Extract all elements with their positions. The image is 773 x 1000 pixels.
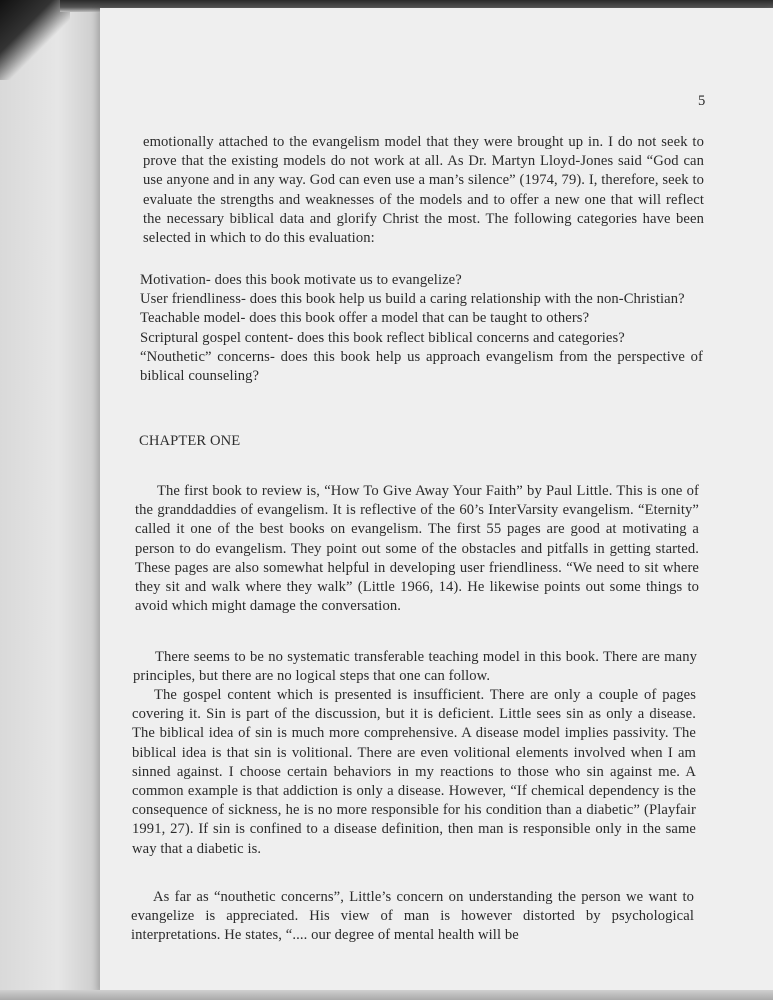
category-nouthetic-concerns: “Nouthetic” concerns- does this book help us approach evangelism from the perspective of biblical counseling? (140, 348, 703, 385)
category-user-friendliness: User friendliness- does this book help us build a caring relationship with the non-Christian? (140, 291, 685, 308)
chapter-heading: CHAPTER ONE (139, 433, 241, 449)
paragraph-nouthetic-concerns: As far as “nouthetic concerns”, Little’s concern on understanding the person we want to evangelize is appreciated. His view of man is however distorted by psychological interpretations. He states, “.... our degree of mental health will be (131, 889, 694, 944)
scan-dark-corner (0, 0, 70, 80)
paragraph-gospel-content: The gospel content which is presented is insufficient. There are only a couple of pages covering it. Sin is part of the discussion, but it is deficient. Little sees sin as only a disease. The biblical idea of sin is much more comprehensive. A disease model implies passivity. The biblical idea is that sin is volitional. There are even volitional elements involved when I am sinned against. I choose certain behaviors in my reactions to those who sin against me. A common example is that addiction is only a disease. However, “If chemical dependency is the consequence of sickness, he is no more responsible for his condition than a diabetic” (Playfair 1991, 27). If sin is confined to a disease definition, then man is responsible only in the same way that a diabetic is. (132, 687, 696, 857)
category-teachable-model: Teachable model- does this book offer a model that can be taught to others? (140, 310, 590, 327)
category-list (140, 271, 703, 386)
category-motivation: Motivation- does this book motivate us to evangelize? (140, 272, 462, 288)
page-number: 5 (698, 93, 706, 109)
intro-paragraph: emotionally attached to the evangelism model that they were brought up in. I do not seek to prove that the existing models do not work at all. As Dr. Martyn Lloyd-Jones said “God can use anyone and in any way. God can even use a man’s silence” (1974, 79). I, therefore, seek to evaluate the strengths and weaknesses of the models and to offer a new one that will reflect the necessary biblical data and glorify Christ the most. The following categories have been selected in which to do this evaluation: (143, 134, 704, 247)
scan-shadow-left (0, 0, 105, 1000)
scan-bottom-edge (0, 990, 773, 1000)
category-scriptural-gospel-content: Scriptural gospel content- does this book reflect biblical concerns and categories? (140, 329, 625, 346)
paragraph-teaching-model: There seems to be no systematic transferable teaching model in this book. There are many principles, but there are no logical steps that one can follow. (133, 649, 697, 685)
paragraph-little-review: The first book to review is, “How To Give Away Your Faith” by Paul Little. This is one of the granddaddies of evangelism. It is reflective of the 60’s InterVarsity evangelism. “Eternity” called it one of the best books on evangelism. The first 55 pages are good at motivating a person to do evangelism. They point out some of the obstacles and pitfalls in getting started. These pages are also somewhat helpful in developing user friendliness. “We need to sit where they sit and walk where they walk” (Little 1966, 14). He likewise points out some things to avoid which might damage the conversation. (135, 483, 699, 615)
